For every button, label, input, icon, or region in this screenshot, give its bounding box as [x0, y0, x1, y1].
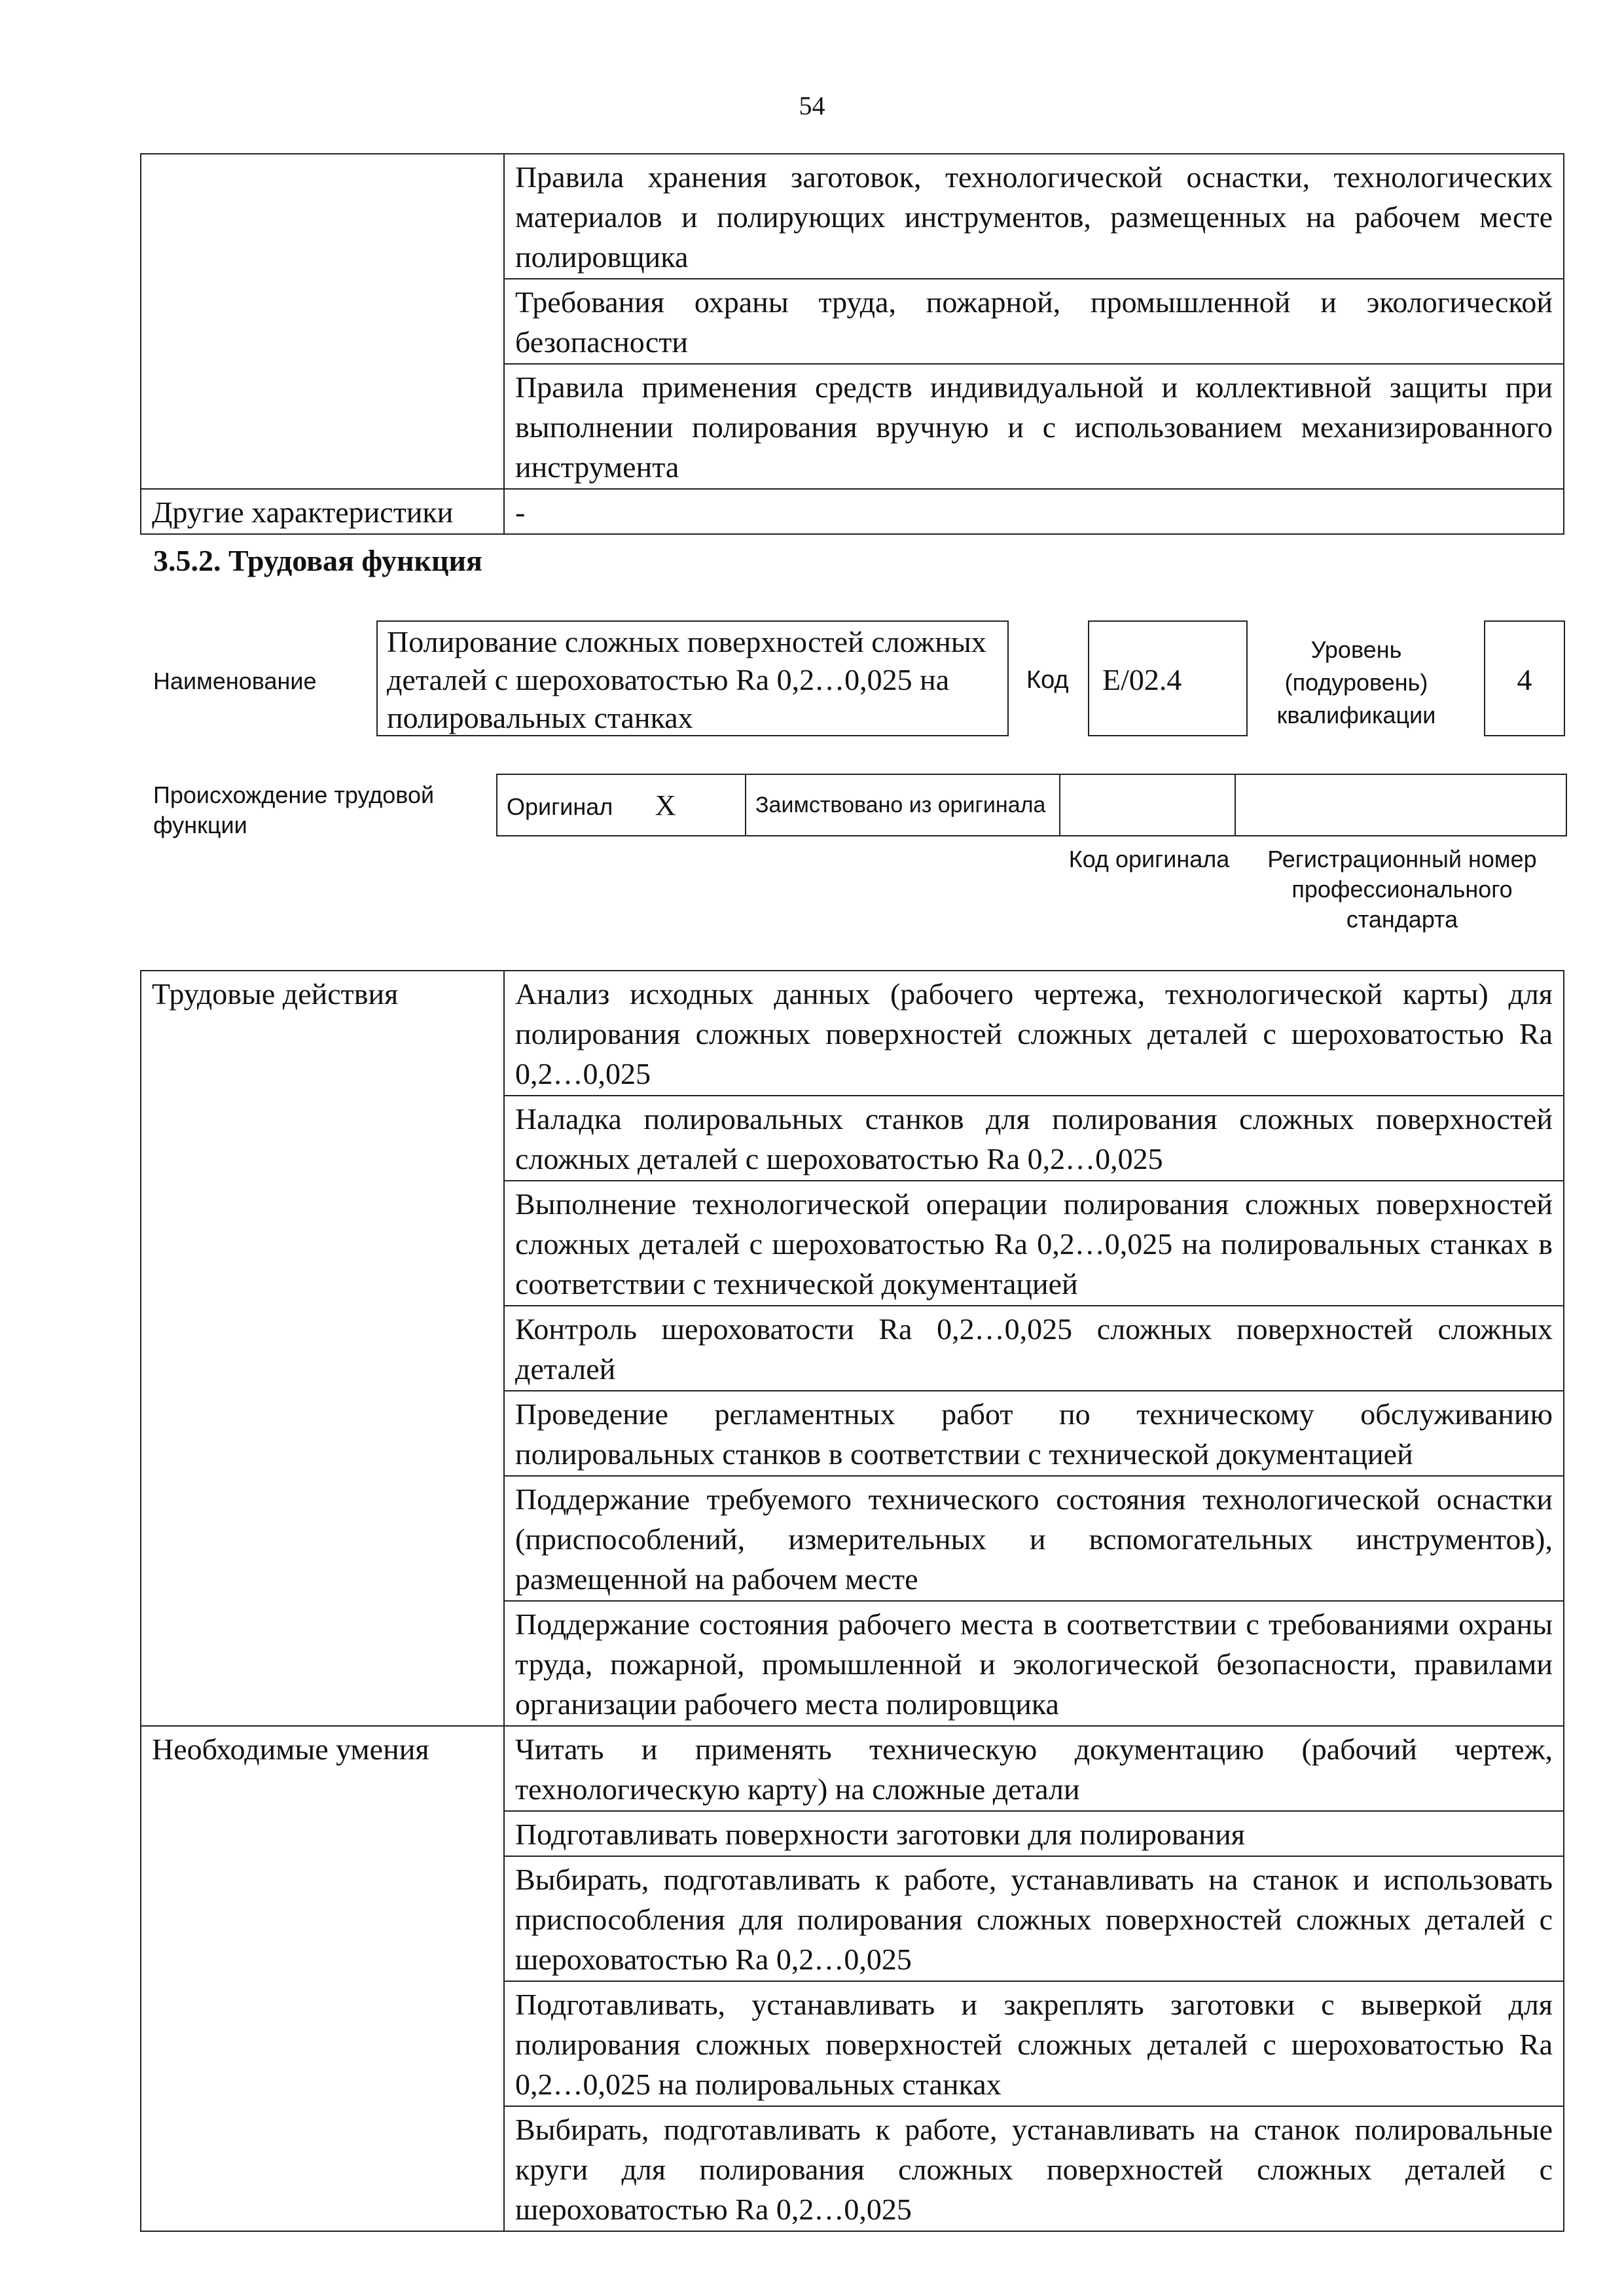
reg-number-caption: Регистрационный номер профессионального стандарта	[1267, 846, 1537, 933]
action-item: Наладка полировальных станков для полирования сложных поверхностей сложных деталей с шероховатостью Ra 0,2…0,025	[504, 1096, 1564, 1181]
action-item: Анализ исходных данных (рабочего чертежа, технологической карты) для полирования сложных поверхностей сложных деталей с шероховатостью Ra 0,2…0,025	[504, 971, 1564, 1096]
function-name-box: Полирование сложных поверхностей сложных деталей с шероховатостью Ra 0,2…0,025 на полировальных станках	[376, 620, 1009, 736]
table-cell: Требования охраны труда, пожарной, промышленной и экологической безопасности	[504, 279, 1564, 364]
skill-item: Выбирать, подготавливать к работе, устанавливать на станок полировальные круги для полирования сложных поверхностей сложных деталей с шероховатостью Ra 0,2…0,025	[504, 2106, 1564, 2231]
knowledge-table-continued	[140, 153, 1564, 535]
origin-code-cell	[1060, 774, 1235, 836]
skill-item: Подготавливать поверхности заготовки для полирования	[504, 1811, 1564, 1856]
level-value-box: 4	[1484, 620, 1565, 736]
origin-borrowed-cell: Заимствовано из оригинала	[746, 774, 1060, 836]
level-label	[1258, 634, 1454, 732]
origin-table	[496, 774, 1567, 836]
level-label-text: Уровень (подуровень) квалификации	[1276, 636, 1436, 728]
skill-item: Читать и применять техническую документацию (рабочий чертеж, технологическую карту) на сложные детали	[504, 1726, 1564, 1811]
table-row	[141, 489, 1564, 534]
skill-item: Выбирать, подготавливать к работе, устанавливать на станок и использовать приспособления для полирования сложных поверхностей сложных деталей с шероховатостью Ra 0,2…0,025	[504, 1856, 1564, 1981]
empty-label-cell	[141, 154, 504, 489]
function-code-box: E/02.4	[1088, 620, 1248, 736]
other-characteristics-value: -	[504, 489, 1564, 534]
table-row	[141, 1726, 1564, 1811]
origin-original-label: Оригинал	[507, 793, 613, 820]
origin-mark: X	[655, 789, 676, 821]
name-label: Наименование	[153, 668, 317, 694]
code-original-caption: Код оригинала	[1068, 846, 1230, 872]
code-label: Код	[1026, 666, 1069, 694]
origin-label: Происхождение трудовой функции	[153, 781, 435, 838]
table-row	[141, 971, 1564, 1096]
skill-item: Подготавливать, устанавливать и закреплять заготовки с выверкой для полирования сложных поверхностей сложных деталей с шероховатостью Ra 0,2…0,025 на полировальных станках	[504, 1981, 1564, 2106]
origin-original-cell	[497, 774, 746, 836]
origin-reg-number-cell	[1235, 774, 1566, 836]
table-row	[497, 774, 1566, 836]
skills-label: Необходимые умения	[141, 1726, 504, 2231]
section-heading: 3.5.2. Трудовая функция	[153, 544, 482, 577]
action-item: Поддержание требуемого технического состояния технологической оснастки (приспособлений, измерительных и вспомогательных инструментов), размещенной на рабочем месте	[504, 1476, 1564, 1601]
table-cell: Правила применения средств индивидуальной и коллективной защиты при выполнении полирования вручную и с использованием механизированного инструмента	[504, 364, 1564, 489]
action-item: Контроль шероховатости Ra 0,2…0,025 сложных поверхностей сложных деталей	[504, 1306, 1564, 1391]
action-item: Выполнение технологической операции полирования сложных поверхностей сложных деталей с шероховатостью Ra 0,2…0,025 на полировальных станках в соответствии с технической документацией	[504, 1181, 1564, 1306]
action-item: Поддержание состояния рабочего места в соответствии с требованиями охраны труда, пожарной, промышленной и экологической безопасности, правилами организации рабочего места полировщика	[504, 1601, 1564, 1726]
labor-function-table	[140, 970, 1564, 2232]
actions-label: Трудовые действия	[141, 971, 504, 1726]
other-characteristics-label: Другие характеристики	[141, 489, 504, 534]
table-cell: Правила хранения заготовок, технологической оснастки, технологических материалов и полирующих инструментов, размещенных на рабочем месте полировщика	[504, 154, 1564, 279]
page-number: 54	[799, 91, 825, 120]
action-item: Проведение регламентных работ по техническому обслуживанию полировальных станков в соответствии с технической документацией	[504, 1391, 1564, 1476]
table-row	[141, 154, 1564, 279]
